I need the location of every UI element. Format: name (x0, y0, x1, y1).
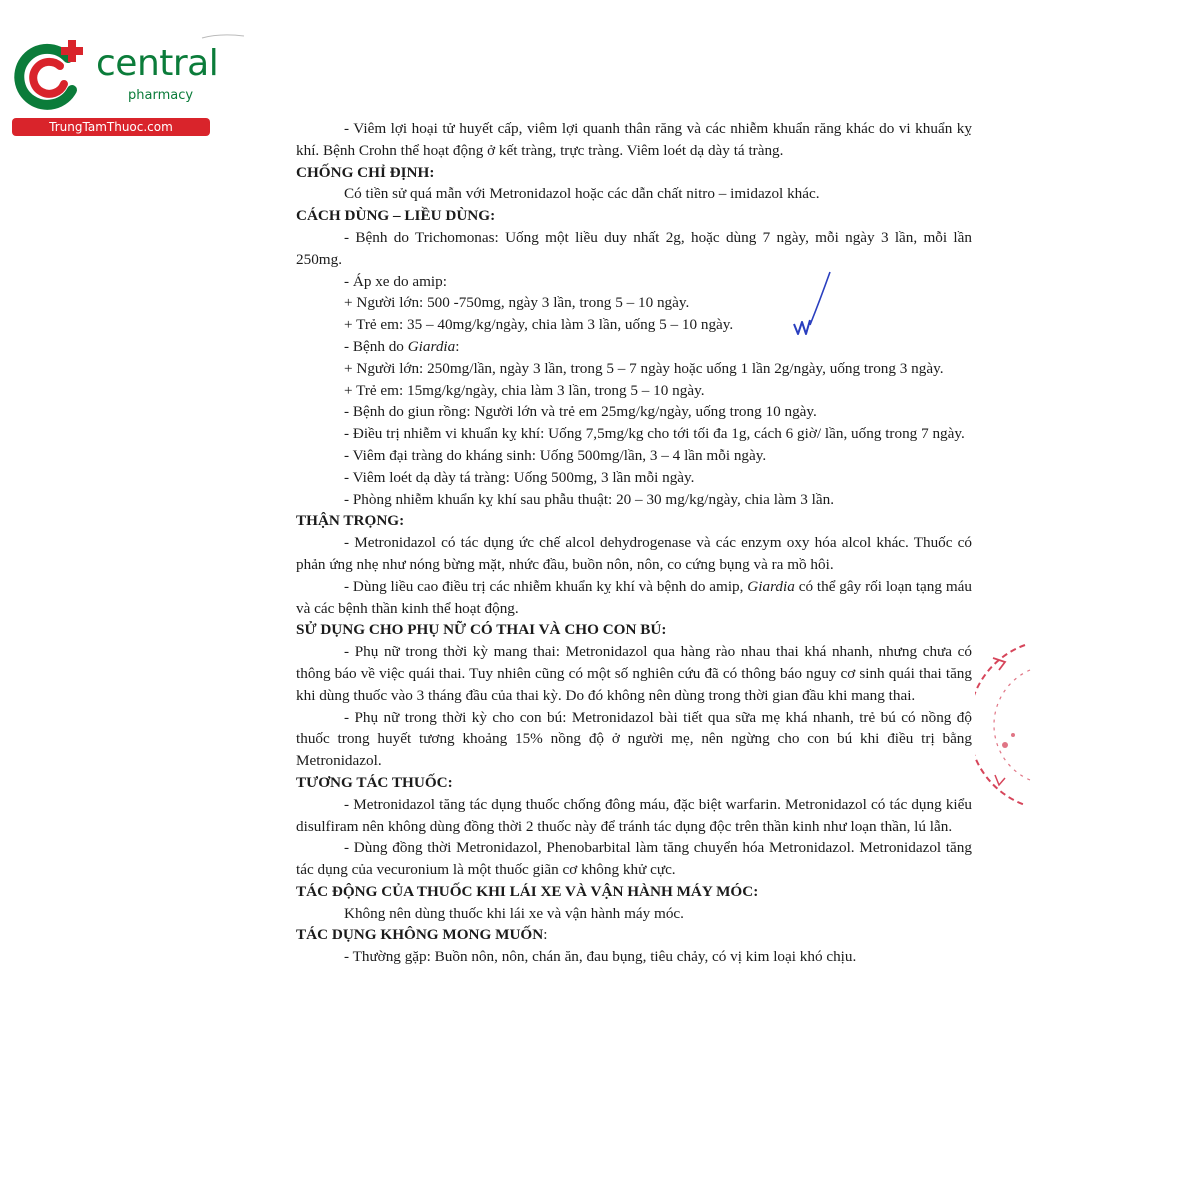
dosage-anaerobic: - Điều trị nhiễm vi khuẩn kỵ khí: Uống 7,5mg/kg cho tới tối đa 1g, cách 6 giờ/ lần, uống trong 7 ngày. (344, 425, 965, 443)
precaution-high-dose-c: có thể gây rối loạn tạng máu và các bệnh thần kinh thể hoạt động. (296, 577, 972, 617)
side-effects-common: - Thường gặp: Buồn nôn, nôn, chán ăn, đau bụng, tiêu chảy, có vị kim loại khó chịu. (344, 948, 857, 966)
heading-contraindications: CHỐNG CHỈ ĐỊNH: (296, 163, 435, 181)
dosage-amoeba-child: + Trẻ em: 35 – 40mg/kg/ngày, chia làm 3 lần, uống 5 – 10 ngày. (344, 316, 734, 334)
dosage-antibiotic-colitis: - Viêm đại tràng do kháng sinh: Uống 500mg/lần, 3 – 4 lần mỗi ngày. (344, 446, 767, 464)
dosage-trichomonas: - Bệnh do Trichomonas: Uống một liều duy nhất 2g, hoặc dùng 7 ngày, mỗi ngày 3 lần, mỗi lần 250mg. (296, 228, 972, 268)
brand-website-link[interactable]: TrungTamThuoc.com (12, 118, 210, 136)
dosage-amoeba-adult: + Người lớn: 500 -750mg, ngày 3 lần, trong 5 – 10 ngày. (344, 294, 690, 312)
dosage-giardia-child: + Trẻ em: 15mg/kg/ngày, chia làm 3 lần, trong 5 – 10 ngày. (344, 381, 705, 399)
contraindication-text: Có tiền sử quá mẫn với Metronidazol hoặc các dẫn chất nitro – imidazol khác. (344, 185, 820, 203)
precaution-giardia-name: Giardia (747, 577, 795, 595)
heading-precautions: THẬN TRỌNG: (296, 512, 405, 530)
dosage-giardia-suffix: : (455, 337, 460, 355)
brand-logo[interactable] (10, 36, 219, 136)
precaution-high-dose (296, 576, 972, 620)
heading-side-effects (296, 924, 972, 946)
dosage-giardia-prefix: - Bệnh do (344, 337, 408, 355)
precaution-high-dose-a: - Dùng liều cao điều trị các nhiễm khuẩn kỵ khí và bệnh do amip, (344, 577, 748, 595)
leaflet-page (296, 118, 972, 968)
driving-text: Không nên dùng thuốc khi lái xe và vận hành máy móc. (344, 904, 684, 922)
precaution-alcohol: - Metronidazol có tác dụng ức chế alcol dehydrogenase và các enzym oxy hóa alcol khác. Thuốc có phản ứng nhẹ như nóng bừng mặt, nhức đầu, buồn nôn, nôn, co cứng bụng và ra mồ hôi. (296, 534, 972, 573)
pregnancy-text: - Phụ nữ trong thời kỳ mang thai: Metronidazol qua hàng rào nhau thai khá nhanh, nhưng chưa có thông báo về việc quái thai. Tuy nhiên cũng có một số nghiên cứu đã có thông báo nguy cơ sinh quái thai tăng khi dùng thuốc vào 3 tháng đầu của thai kỳ. Do đó không nên dùng trong thời gian đầu khi mang thai. (296, 643, 972, 704)
interaction-phenobarbital: - Dùng đồng thời Metronidazol, Phenobarbital làm tăng chuyển hóa Metronidazol. Metronidazol tăng tác dụng của vecuronium là một thuốc giãn cơ không khử cực. (296, 839, 972, 879)
brand-name: central (96, 43, 219, 84)
dosage-giardia-adult: + Người lớn: 250mg/lần, ngày 3 lần, trong 5 – 7 ngày hoặc uống 1 lần 2g/ngày, uống trong 3 ngày. (344, 359, 944, 377)
dosage-amoeba-abscess: - Áp xe do amip: (344, 272, 447, 290)
dosage-giardia (296, 336, 972, 358)
dosage-giardia-name: Giardia (407, 337, 456, 355)
heading-dosage: CÁCH DÙNG – LIỀU DÙNG: (296, 207, 496, 225)
heading-side-effects-colon: : (543, 926, 548, 944)
dosage-surgical-prophylaxis: - Phòng nhiễm khuẩn kỵ khí sau phẫu thuật: 20 – 30 mg/kg/ngày, chia làm 3 lần. (344, 490, 835, 508)
red-seal-stamp (975, 640, 1035, 810)
handwritten-signature (790, 270, 840, 340)
dosage-peptic-ulcer: - Viêm loét dạ dày tá tràng: Uống 500mg, 3 lần mỗi ngày. (344, 468, 695, 486)
brand-subtitle: pharmacy (128, 88, 194, 103)
heading-interactions: TƯƠNG TÁC THUỐC: (296, 773, 453, 791)
interaction-warfarin: - Metronidazol tăng tác dụng thuốc chống đông máu, đặc biệt warfarin. Metronidazol có tác dụng kiểu disulfiram nên không dùng đồng thời 2 thuốc này để tránh tác dụng độc trên thần kinh như loạn thần, lú lẫn. (296, 795, 972, 835)
heading-driving: TÁC ĐỘNG CỦA THUỐC KHI LÁI XE VÀ VẬN HÀNH MÁY MÓC: (296, 882, 759, 900)
heading-pregnancy: SỬ DỤNG CHO PHỤ NỮ CÓ THAI VÀ CHO CON BÚ: (296, 621, 667, 639)
pharmacy-c-plus-icon (10, 36, 90, 116)
dosage-guinea-worm: - Bệnh do giun rồng: Người lớn và trẻ em 25mg/kg/ngày, uống trong 10 ngày. (344, 403, 817, 421)
heading-side-effects-label: TÁC DỤNG KHÔNG MONG MUỐN (296, 926, 544, 944)
lactation-text: - Phụ nữ trong thời kỳ cho con bú: Metronidazol bài tiết qua sữa mẹ khá nhanh, trẻ bú có nồng độ thuốc trong huyết tương khoảng 15% nồng độ ở người mẹ, nên ngừng cho con bú khi điều trị bằng Metronidazol. (296, 708, 972, 770)
indication-paragraph: - Viêm lợi hoại tử huyết cấp, viêm lợi quanh thân răng và các nhiễm khuẩn răng khác do vi khuẩn kỵ khí. Bệnh Crohn thể hoạt động ở kết tràng, trực tràng. Viêm loét dạ dày tá tràng. (296, 120, 972, 159)
